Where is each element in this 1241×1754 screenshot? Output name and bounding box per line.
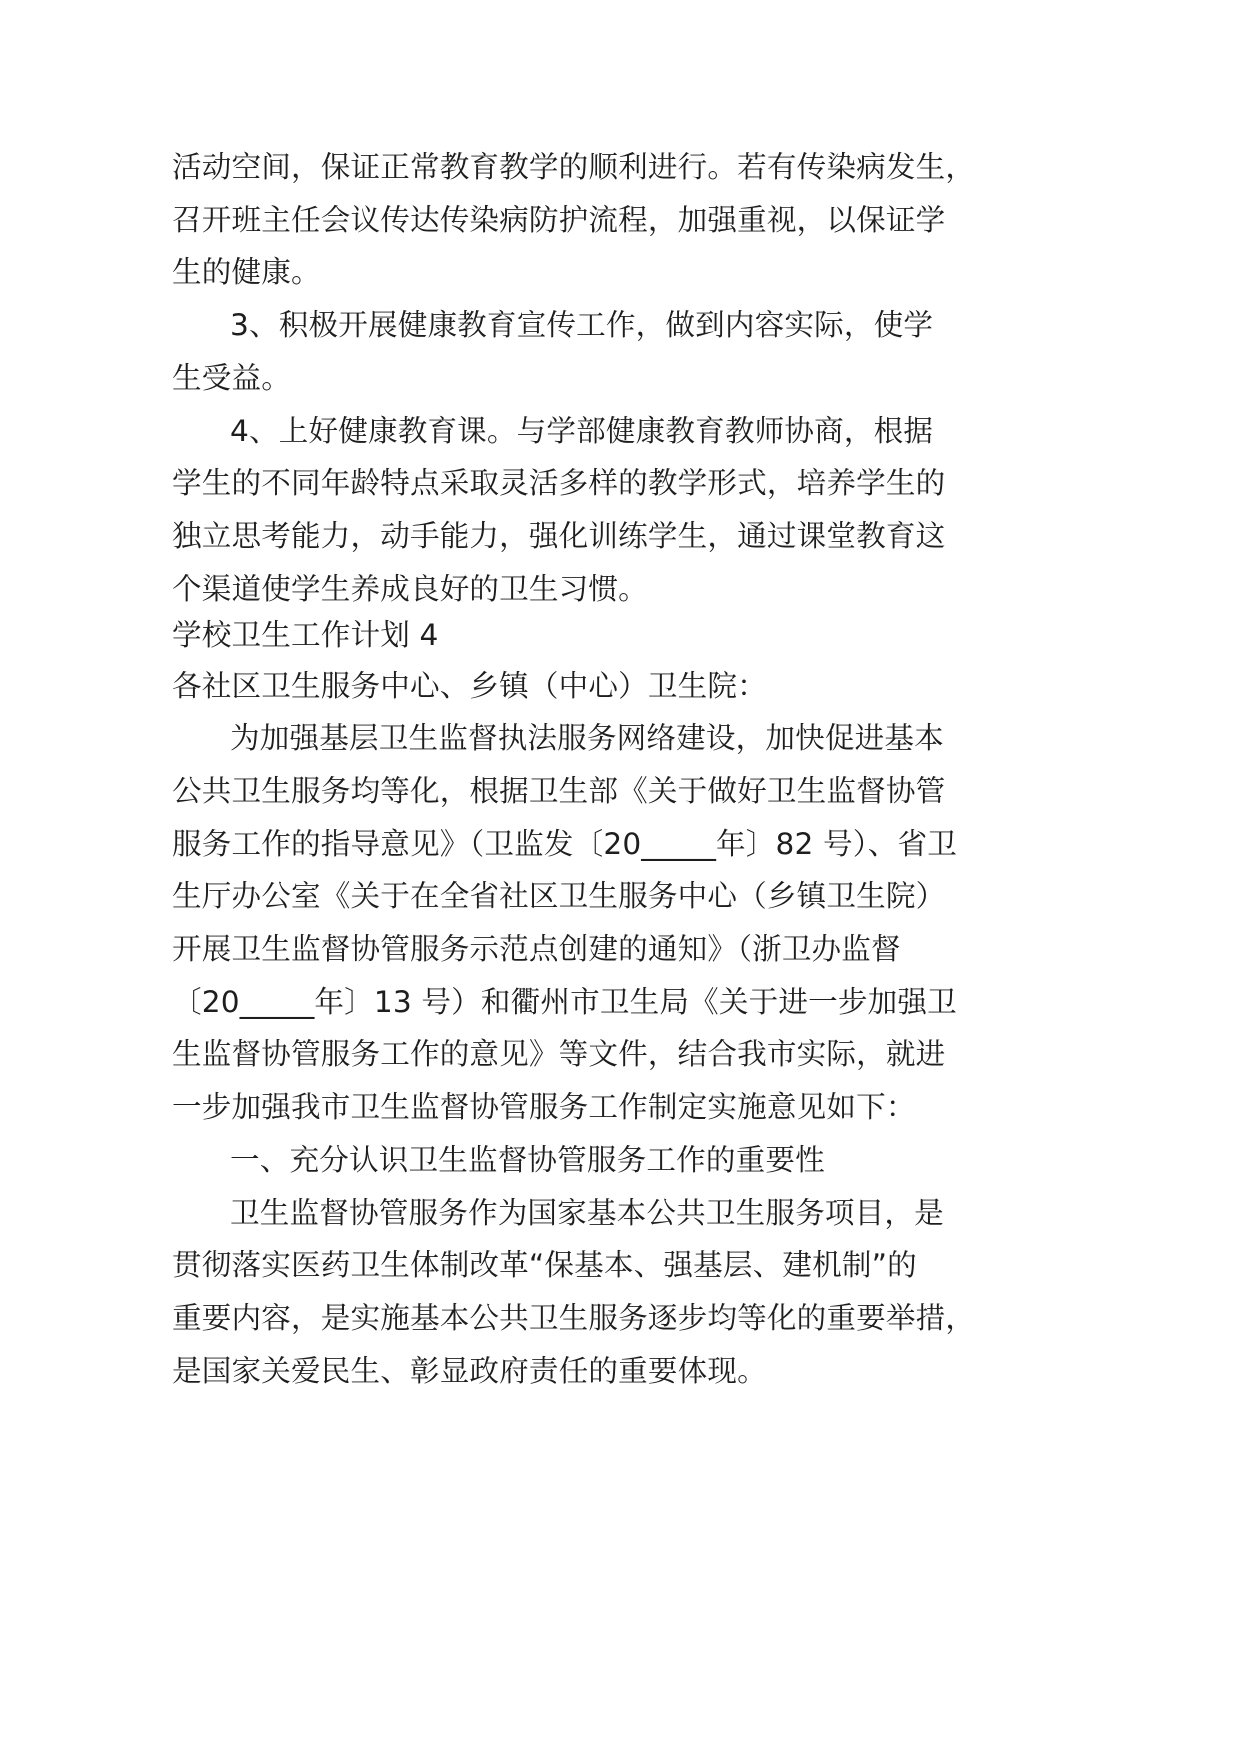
subheading-line: 一、充分认识卫生监督协管服务工作的重要性 — [230, 1143, 825, 1177]
text-line-14: 服务工作的指导意见》（卫监发〔20_____年〕82 号）、省卫 — [172, 827, 957, 861]
text-line-19: 一步加强我市卫生监督协管服务工作制定实施意见如下： — [172, 1090, 916, 1124]
text-line-7: 学生的不同年龄特点采取灵活多样的教学形式，培养学生的 — [172, 466, 946, 500]
text-line-5: 生受益。 — [172, 361, 291, 395]
text-line-22: 贯彻落实医药卫生体制改革“保基本、强基层、建机制”的 — [172, 1248, 917, 1282]
text-line-17: 〔20_____年〕13 号）和衢州市卫生局《关于进一步加强卫 — [172, 985, 957, 1019]
text-line-12: 为加强基层卫生监督执法服务网络建设，加快促进基本 — [230, 721, 944, 755]
text-line-8: 独立思考能力，动手能力，强化训练学生，通过课堂教育这 — [172, 519, 946, 553]
text-line-9: 个渠道使学生养成良好的卫生习惯。 — [172, 572, 648, 606]
section-heading: 学校卫生工作计划 4 — [172, 618, 439, 652]
text-line-1: 活动空间，保证正常教育教学的顺利进行。若有传染病发生， — [172, 150, 976, 184]
text-line-21: 卫生监督协管服务作为国家基本公共卫生服务项目，是 — [230, 1196, 944, 1230]
text-line-6: 4、上好健康教育课。与学部健康教育教师协商，根据 — [230, 414, 934, 448]
text-line-4: 3、积极开展健康教育宣传工作，做到内容实际，使学 — [230, 308, 934, 342]
text-line-2: 召开班主任会议传达传染病防护流程，加强重视，以保证学 — [172, 203, 946, 237]
addressee-line: 各社区卫生服务中心、乡镇（中心）卫生院： — [172, 669, 767, 703]
text-line-15: 生厅办公室《关于在全省社区卫生服务中心（乡镇卫生院） — [172, 879, 946, 913]
text-line-18: 生监督协管服务工作的意见》等文件，结合我市实际，就进 — [172, 1037, 946, 1071]
text-line-24: 是国家关爱民生、彰显政府责任的重要体现。 — [172, 1354, 767, 1388]
text-line-3: 生的健康。 — [172, 255, 321, 289]
text-line-16: 开展卫生监督协管服务示范点创建的通知》（浙卫办监督 — [172, 932, 901, 966]
text-line-13: 公共卫生服务均等化，根据卫生部《关于做好卫生监督协管 — [172, 774, 946, 808]
text-line-23: 重要内容，是实施基本公共卫生服务逐步均等化的重要举措， — [172, 1301, 976, 1335]
